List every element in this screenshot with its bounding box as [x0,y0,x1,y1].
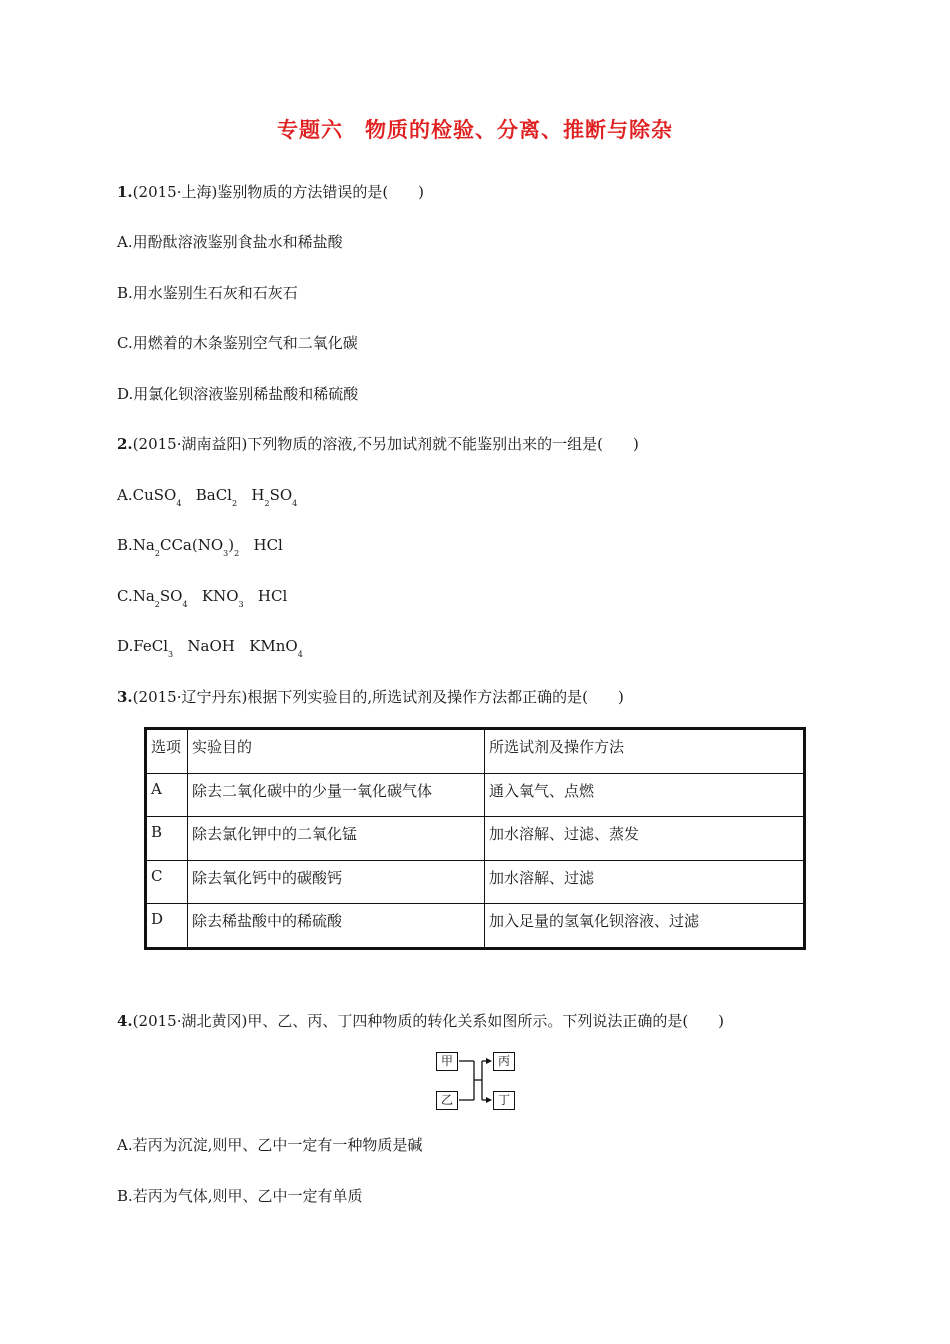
question-text: (2015·辽宁丹东)根据下列实验目的,所选试剂及操作方法都正确的是( ) [132,688,624,706]
question-3-stem [117,687,624,707]
formula-part: FeCl [133,637,169,655]
page-title: 专题六 物质的检验、分离、推断与除杂 [277,118,673,142]
substance-box-yi: 乙 [436,1091,458,1110]
table-header-cell: 实验目的 [188,729,485,774]
question-number: 3. [117,688,133,706]
table-cell: A [146,773,188,817]
table-header-cell: 所选试剂及操作方法 [485,729,805,774]
table-cell: D [146,904,188,949]
q1-option-b: B.用水鉴别生石灰和石灰石 [117,284,298,302]
q2-option-b [117,535,283,558]
formula-subscript: 4 [182,600,188,609]
question-2-stem [117,434,639,454]
q4-option-a: A.若丙为沉淀,则甲、乙中一定有一种物质是碱 [117,1136,423,1154]
q4-option-b: B.若丙为气体,则甲、乙中一定有单质 [117,1187,363,1205]
formula-subscript: 4 [176,499,182,508]
formula-part: Na [132,587,155,605]
formula-part: KMnO [249,637,298,655]
table-header-cell: 选项 [146,729,188,774]
formula-part: HCl [253,536,283,554]
formula-subscript: 3 [238,600,244,609]
table-cell: 加水溶解、过滤、蒸发 [485,817,805,861]
formula-subscript: 4 [292,499,298,508]
table-header-row [146,729,805,774]
formula-part: Na [132,536,155,554]
formula-part: ) [228,536,235,554]
table-row [146,773,805,817]
formula-part: SO [269,486,293,504]
formula-subscript: 2 [234,549,240,558]
substance-box-jia: 甲 [436,1052,458,1071]
q1-option-a: A.用酚酞溶液鉴别食盐水和稀盐酸 [117,233,343,251]
table-cell: 除去氯化钾中的二氧化锰 [188,817,485,861]
formula-part: H [251,486,265,504]
table-row [146,904,805,949]
question-text: (2015·上海)鉴别物质的方法错误的是( ) [132,183,425,201]
question-number: 2. [117,435,133,453]
formula-subscript: 2 [154,549,160,558]
formula-subscript: 2 [231,499,238,508]
formula-part: NaOH [187,637,235,655]
option-label: A. [117,486,133,504]
question-number: 1. [117,183,133,201]
table-cell: 除去稀盐酸中的稀硫酸 [188,904,485,949]
options-table [144,727,806,950]
table-cell: 除去二氧化碳中的少量一氧化碳气体 [188,773,485,817]
conversion-diagram [430,1048,520,1112]
option-label: C. [117,587,133,605]
arrow-right-icon [486,1058,492,1064]
question-number: 4. [117,1012,133,1030]
q2-option-d [117,636,303,659]
formula-subscript: 4 [297,650,303,659]
formula-part: BaCl [195,486,232,504]
question-4-stem [117,1011,724,1031]
q1-option-d: D.用氯化钡溶液鉴别稀盐酸和稀硫酸 [117,385,359,403]
formula-part: CCa(NO [159,536,224,554]
q2-option-a [117,485,298,508]
formula-subscript: 3 [223,549,229,558]
option-label: B. [117,536,133,554]
formula-part: KNO [201,587,239,605]
table-row [146,860,805,904]
table-row [146,817,805,861]
substance-box-ding: 丁 [493,1091,515,1110]
table-cell: 通入氧气、点燃 [485,773,805,817]
question-text: (2015·湖北黄冈)甲、乙、丙、丁四种物质的转化关系如图所示。下列说法正确的是( ) [132,1012,725,1030]
table-cell: B [146,817,188,861]
table-cell: 除去氧化钙中的碳酸钙 [188,860,485,904]
q2-option-c [117,586,288,609]
formula-subscript: 2 [154,600,160,609]
arrow-right-icon [486,1097,492,1103]
table-cell: C [146,860,188,904]
question-1-stem [117,182,424,202]
formula-part: HCl [257,587,288,605]
q1-option-c: C.用燃着的木条鉴别空气和二氧化碳 [117,334,358,352]
substance-box-bing: 丙 [493,1052,515,1071]
table-cell: 加入足量的氢氧化钡溶液、过滤 [485,904,805,949]
formula-part: CuSO [132,486,177,504]
option-label: D. [117,637,134,655]
formula-subscript: 2 [264,499,270,508]
formula-part: SO [159,587,183,605]
table-cell: 加水溶解、过滤 [485,860,805,904]
question-text: (2015·湖南益阳)下列物质的溶液,不另加试剂就不能鉴别出来的一组是( ) [132,435,639,453]
formula-subscript: 3 [168,650,174,659]
